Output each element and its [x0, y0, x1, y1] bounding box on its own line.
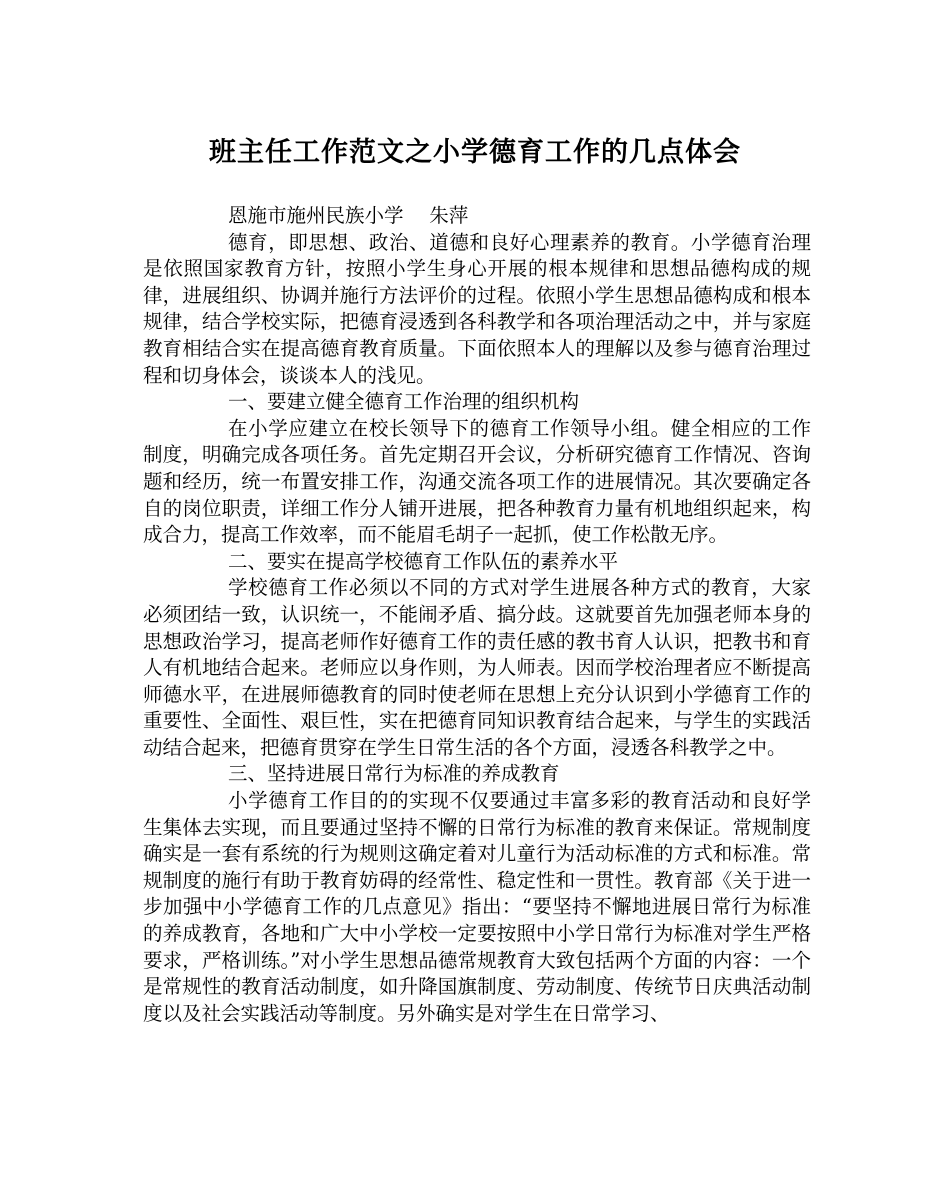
document-body [143, 203, 811, 1027]
section-heading-3: 三、坚持进展日常行为标准的养成教育 [228, 762, 560, 786]
paragraph-intro: 德育，即思想、政治、道德和良好心理素养的教育。小学德育治理是依照国家教育方针，按照小学生身心开展的根本规律和思想品德构成的规律，进展组织、协调并施行方法评价的过程。依照小学生思想品德构成和根本规律，结合学校实际，把德育浸透到各科教学和各项治理活动之中，并与家庭教育相结合实在提高德育教育质量。下面依照本人的理解以及参与德育治理过程和切身体会，谈谈本人的浅见。 [143, 230, 811, 387]
document-title: 班主任工作范文之小学德育工作的几点体会 [209, 137, 741, 168]
section-heading-2: 二、要实在提高学校德育工作队伍的素养水平 [228, 549, 619, 573]
author-line: 恩施市施州民族小学 朱萍 [228, 204, 469, 227]
paragraph-section-2: 学校德育工作必须以不同的方式对学生进展各种方式的教育，大家必须团结一致，认识统一，不能闹矛盾、搞分歧。这就要首先加强老师本身的思想政治学习，提高老师作好德育工作的责任感的教书育人认识，把教书和育人有机地结合起来。老师应以身作则，为人师表。因而学校治理者应不断提高师德水平，在进展师德教育的同时使老师在思想上充分认识到小学德育工作的重要性、全面性、艰巨性，实在把德育同知识教育结合起来，与学生的实践活动结合起来，把德育贯穿在学生日常生活的各个方面，浸透各科教学之中。 [143, 576, 811, 759]
section-heading-1: 一、要建立健全德育工作治理的组织机构 [228, 390, 580, 414]
paragraph-section-1: 在小学应建立在校长领导下的德育工作领导小组。健全相应的工作制度，明确完成各项任务。首先定期召开会议，分析研究德育工作情况、咨询题和经历，统一布置安排工作，沟通交流各项工作的进展情况。其次要确定各自的岗位职责，详细工作分人铺开进展，把各种教育力量有机地组织起来，构成合力，提高工作效率，而不能眉毛胡子一起抓，使工作松散无序。 [143, 416, 811, 547]
paragraph-section-3: 小学德育工作目的的实现不仅要通过丰富多彩的教育活动和良好学生集体去实现，而且要通过坚持不懈的日常行为标准的教育来保证。常规制度确实是一套有系统的行为规则这确定着对儿童行为活动标准的方式和标准。常规制度的施行有助于教育妨碍的经常性、稳定性和一贯性。教育部《关于进一步加强中小学德育工作的几点意见》指出：“要坚持不懈地进展日常行为标准的养成教育，各地和广大中小学校一定要按照中小学日常行为标准对学生严格要求，严格训练。”对小学生思想品德常规教育大致包括两个方面的内容：一个是常规性的教育活动制度，如升降国旗制度、劳动制度、传统节日庆典活动制度以及社会实践活动等制度。另外确实是对学生在日常学习、 [143, 789, 811, 1025]
